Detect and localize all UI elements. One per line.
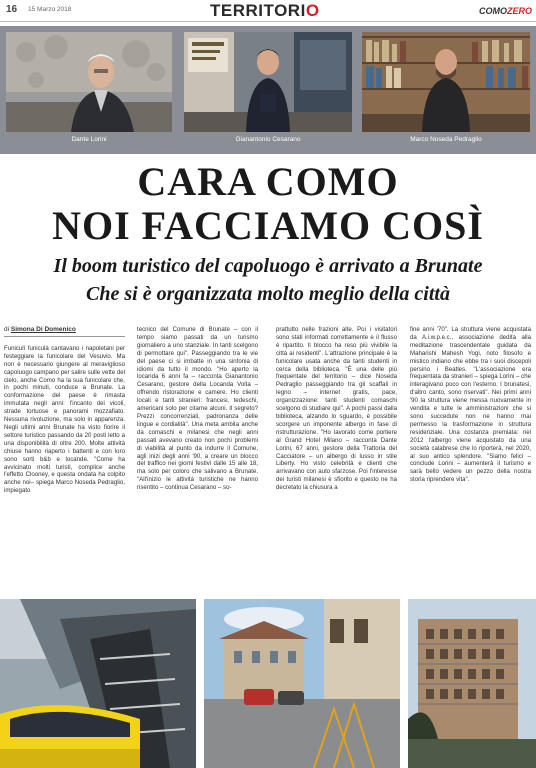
photo-funicular xyxy=(0,599,196,768)
publication-logo xyxy=(479,6,532,16)
photo-caption: Gianantonio Cesarano xyxy=(235,136,301,143)
photo-caption: Dante Lorini xyxy=(71,136,107,143)
page-header xyxy=(0,0,536,22)
issue-date: 15 Marzo 2018 xyxy=(28,6,72,13)
portrait-photo-band xyxy=(0,26,536,154)
page-number: 16 xyxy=(6,4,18,15)
photo-brunate-street xyxy=(204,599,400,768)
section-title-main: TERRITORI xyxy=(210,1,306,20)
byline-prefix: di xyxy=(4,326,10,333)
section-title-accent: O xyxy=(305,1,320,20)
article-column-4 xyxy=(410,326,531,484)
photo-gianantonio-cesarano xyxy=(184,32,352,132)
headline-line-2: NOI FACCIAMO COSÌ xyxy=(52,203,484,248)
article-text: tecnico del Comune di Brunate – con il tempo siamo passati da un turismo giornaliero a uno stanziale. In tanti scelgono di permottare qui". Passeggiando tra le vie del paese ci si imbatte in una sinfonia di idiomi da tutto il mondo. "Ho aperto la locanda 6 anni fa – racconta Gianantonio Cesarano, gestore della Locanda Volta – offrendo ristorazione e camere. Ho clienti locali e tanti stranieri: francesi, tedeschi, americani solo per citarne alcuni. Il segreto? Prezzi concorrenziali, padronanza delle lingue e cordialità". Una meta ambita anche da comaschi e milanesi che negli anni passati avevano creato non pochi problemi di viabilità al punto da indurre il Comune, agli inizi degli anni '90, a creare un blocco del traffico nei giorni festivi dalle 15 alle 18, ma solo per coloro che salivano a Brunate. "All'inizio le attività turistiche ne hanno risentito – continua Cesarano – so- xyxy=(137,326,258,492)
subheadline-line-1: Il boom turistico del capoluogo è arrivato a Brunate xyxy=(53,255,483,277)
section-title xyxy=(210,1,320,21)
photo-caption: Marco Noseda Pedraglio xyxy=(410,136,482,143)
photo-marco-noseda-pedraglio xyxy=(362,32,530,132)
byline xyxy=(4,326,125,337)
article-column-2 xyxy=(137,326,258,492)
photo-dante-lorini xyxy=(6,32,172,132)
photo-grand-hotel-building xyxy=(408,599,536,768)
article-column-3 xyxy=(276,326,397,492)
article-text: prattutto nelle frazioni alte. Poi i visitatori sono stati informati correttamente e il flusso è ripartito. Il blocco ha reso più vivibile la città ai residenti". L'attrazione principale è la funicolare usata anche da tanti studenti in cerca della biblioteca. "È una delle più frequentate del territorio – dice Noseda Pedraglio passeggiando tra gli scaffali in legno – internet gratis, pace, organizzazione: tanti studenti comaschi scelgono di studiare qui". A pochi passi dalla biblioteca, alzando lo sguardo, è possibile scorgere un imponente albergo in fase di ristrutturazione. "Ho lavorato come portiere al Grand Hotel Milano – racconta Dante Lorini, 67 anni, gestore della Trattoria del Cacciatore – un albergo di lusso in stile Liberty. Ho visto celebrità e clienti che arrivavano con auto sfarzose. Poi l'interesse dei turisti milanesi è sfiorito e questo ne ha decretato la chiusura a xyxy=(276,326,397,492)
headline-line-1: CARA COMO xyxy=(137,159,399,204)
article-text: Funiculì funiculà cantavano i napoletani per festeggiare la funicolare del Vesuvio. Ma non è necessario giungere al meraviglioso capoluogo campano per salire sulle vette del cielo, anche Como ha la sua funicolare che, in pochi minuti, conduce a Brunate. La conformazione del paese è rimasta immutata negli anni: l'incanto dei vicoli, strade tortuose e panorami mozzafiato. Nessuna rivoluzione, ma solo in apparenza. Negli ultimi anni Brunate ha visto fiorire il settore turistico passando da 20 posti letto a una disponibilità di oltre 200. Molte attività chiuse hanno riaperto i battenti e con loro sono sorti b&b e locande. "Come ha avvicinato molti turisti, complice anche l'effetto Clooney, e questa ondata ha colpito anche noi– spiega Marco Noseda Pedraglio, impiegato xyxy=(4,344,125,495)
logo-zero: ZERO xyxy=(506,6,532,16)
article-text: fine anni '70". La struttura viene acquistata da A.i.w.p.e.c., associazione dedita alla meditazione trascendentale guidata da Maharishi Mahesh Yogi, noto filosofo e mistico indiano che ebbe tra i suoi discepoli persino i Beatles. "L'associazione era frequentata da stranieri – spiega Lorini – che interagivano poco con l'esterno. I brunatesi, d'altro canto, sono riservati". Nei primi anni '90 la struttura viene messa nuovamente in vendita e tutte le amministrazioni che si sono succedute non ne hanno mai permesso la trasformazione in struttura residenziale. Una costanza premiata: nel 2012 l'albergo viene acquistato da una società calabrese che lo riporterà, nel 2020, al suo antico splendore. "Siamo felici – conclude Lorini – aumenterà il turismo e sarà bello vedere un pezzo della nostra storia riprendere vita". xyxy=(410,326,531,484)
subheadline-line-2: Che si è organizzata molto meglio della città xyxy=(86,283,450,305)
logo-como: COMO xyxy=(478,6,507,16)
byline-author: Simona Di Domenico xyxy=(10,326,76,333)
article-column-1 xyxy=(4,326,125,495)
